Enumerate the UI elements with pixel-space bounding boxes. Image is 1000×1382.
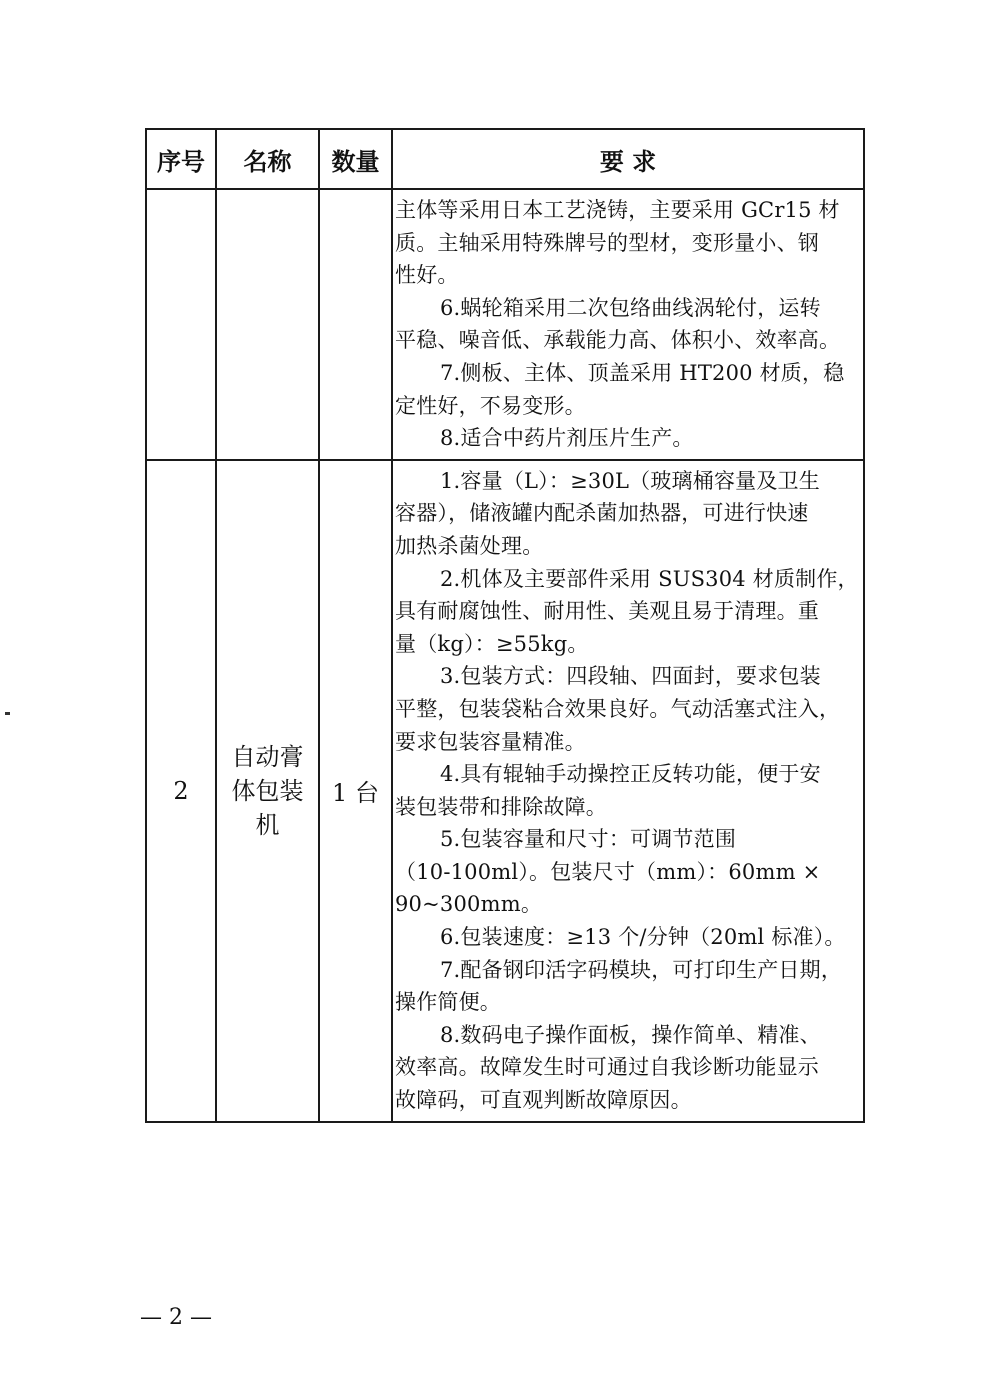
requirement-line: 7.侧板、主体、顶盖采用 HT200 材质，稳 xyxy=(440,360,845,385)
header-name: 名称 xyxy=(216,129,319,189)
row2-requirements xyxy=(392,460,864,1122)
requirement-line: 性好。 xyxy=(395,263,459,288)
requirement-line: 平整，包装袋粘合效果良好。气动活塞式注入， xyxy=(395,696,841,721)
requirement-line: 2.机体及主要部件采用 SUS304 材质制作， xyxy=(440,566,859,591)
requirement-line: 装包装带和排除故障。 xyxy=(395,794,607,819)
requirements-table xyxy=(145,128,865,1123)
requirement-line: 平稳、噪音低、承载能力高、体积小、效率高。 xyxy=(395,328,841,353)
requirement-line: 要求包装容量精准。 xyxy=(395,729,586,754)
row2-name-text: 自动膏体包装机 xyxy=(231,742,304,839)
requirement-line: 质。主轴采用特殊牌号的型材，变形量小、钢 xyxy=(395,230,819,255)
table-row xyxy=(146,189,864,460)
table-row xyxy=(146,460,864,1122)
requirement-line: 1.容量（L）：≥30L（玻璃桶容量及卫生 xyxy=(440,468,820,493)
requirement-line: 8.适合中药片剂压片生产。 xyxy=(440,426,694,451)
header-requirements: 要 求 xyxy=(392,129,864,189)
requirement-line: 8.数码电子操作面板，操作简单、精准、 xyxy=(440,1022,821,1047)
requirement-line: 定性好，不易变形。 xyxy=(395,393,586,418)
header-no: 序号 xyxy=(146,129,216,189)
row2-no: 2 xyxy=(146,460,216,1122)
requirement-line: 主体等采用日本工艺浇铸，主要采用 GCr15 材 xyxy=(395,198,840,222)
requirement-line: 5.包装容量和尺寸：可调节范围 xyxy=(440,827,737,852)
requirement-line: 效率高。故障发生时可通过自我诊断功能显示 xyxy=(395,1055,819,1080)
requirement-line: 具有耐腐蚀性、耐用性、美观且易于清理。重 xyxy=(395,599,819,624)
requirement-line: （10-100ml）。包装尺寸（mm）：60mm × xyxy=(395,859,821,884)
page-number: — 2 — xyxy=(140,1305,212,1330)
requirement-line: 4.具有辊轴手动操控正反转功能，便于安 xyxy=(440,762,821,787)
requirement-line: 加热杀菌处理。 xyxy=(395,533,544,558)
row1-no xyxy=(146,189,216,460)
requirement-line: 90~300mm。 xyxy=(395,892,543,917)
header-qty: 数量 xyxy=(319,129,392,189)
row2-qty: 1 台 xyxy=(319,460,392,1122)
requirement-line: 操作简便。 xyxy=(395,990,501,1015)
requirement-line: 容器），储液罐内配杀菌加热器，可进行快速 xyxy=(395,501,809,526)
scan-mark xyxy=(5,712,10,715)
row1-name xyxy=(216,189,319,460)
requirement-line: 6.蜗轮箱采用二次包络曲线涡轮付，运转 xyxy=(440,295,821,320)
requirement-line: 7.配备钢印活字码模块，可打印生产日期， xyxy=(440,957,843,982)
row1-requirements xyxy=(392,189,864,460)
requirement-line: 6.包装速度：≥13 个/分钟（20ml 标准）。 xyxy=(440,925,846,950)
requirement-line: 量（kg）：≥55kg。 xyxy=(395,631,589,656)
table-header-row xyxy=(146,129,864,189)
requirement-line: 故障码，可直观判断故障原因。 xyxy=(395,1088,692,1113)
requirement-line: 3.包装方式：四段轴、四面封，要求包装 xyxy=(440,664,821,689)
row2-name xyxy=(216,460,319,1122)
row1-qty xyxy=(319,189,392,460)
